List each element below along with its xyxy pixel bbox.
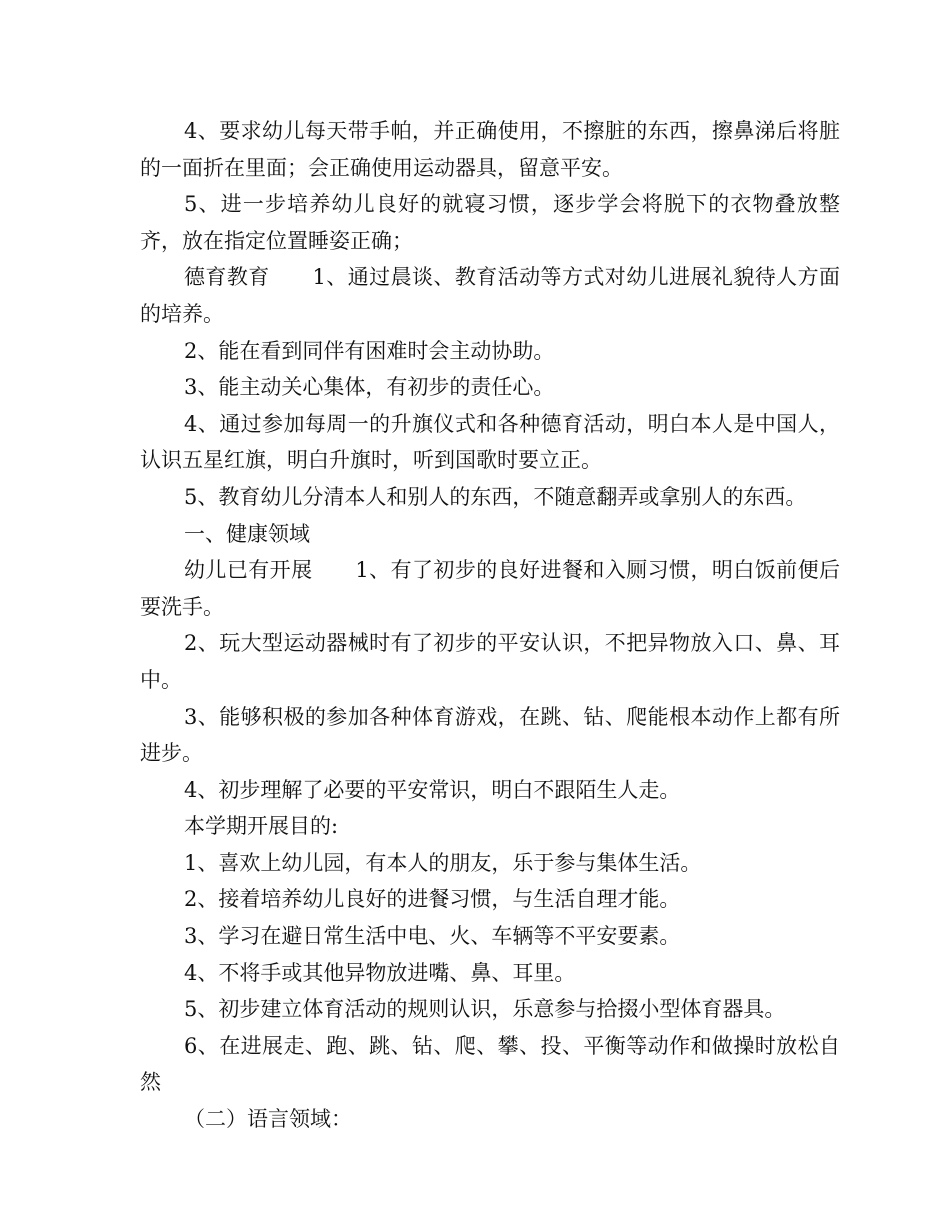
paragraph: 4、通过参加每周一的升旗仪式和各种德育活动，明白本人是中国人，认识五星红旗，明白升旗时，听到国歌时要立正。: [140, 411, 840, 473]
paragraph: 5、初步建立体育活动的规则认识，乐意参与拾掇小型体育器具。: [184, 997, 786, 1022]
paragraph: 5、教育幼儿分清本人和别人的东西，不随意翻弄或拿别人的东西。: [184, 484, 807, 509]
paragraph: 5、进一步培养幼儿良好的就寝习惯，逐步学会将脱下的衣物叠放整齐，放在指定位置睡姿正确；: [140, 192, 840, 253]
section-heading: （二）语言领域：: [184, 1107, 352, 1132]
paragraph: 1、喜欢上幼儿园，有本人的朋友，乐于参与集体生活。: [184, 850, 702, 875]
paragraph: 本学期开展目的:: [184, 814, 339, 839]
paragraph: 4、初步理解了必要的平安常识，明白不跟陌生人走。: [184, 777, 681, 802]
paragraph: 德育教育 1、通过晨谈、教育活动等方式对幼儿进展礼貌待人方面的培养。: [140, 265, 840, 326]
paragraph: 6、在进展走、跑、跳、钻、爬、攀、投、平衡等动作和做操时放松自然: [140, 1033, 840, 1095]
paragraph: 3、能主动关心集体，有初步的责任心。: [184, 375, 555, 400]
paragraph: 幼儿已有开展 1、有了初步的良好进餐和入厕习惯，明白饭前便后要洗手。: [140, 558, 840, 619]
paragraph: 2、能在看到同伴有困难时会主动协助。: [184, 338, 555, 363]
paragraph: 4、要求幼儿每天带手帕，并正确使用，不擦脏的东西，擦鼻涕后将脏的一面折在里面；会正确使用运动器具，留意平安。: [140, 119, 840, 180]
paragraph: 2、接着培养幼儿良好的进餐习惯，与生活自理才能。: [184, 887, 681, 912]
paragraph: 4、不将手或其他异物放进嘴、鼻、耳里。: [184, 960, 576, 985]
paragraph: 3、学习在避日常生活中电、火、车辆等不平安要素。: [184, 924, 681, 949]
section-heading: 一、健康领域: [184, 521, 310, 546]
paragraph: 3、能够积极的参加各种体育游戏，在跳、钻、爬能根本动作上都有所进步。: [140, 704, 840, 766]
paragraph: 2、玩大型运动器械时有了初步的平安认识，不把异物放入口、鼻、耳中。: [140, 631, 840, 692]
document-body: [140, 113, 840, 1138]
